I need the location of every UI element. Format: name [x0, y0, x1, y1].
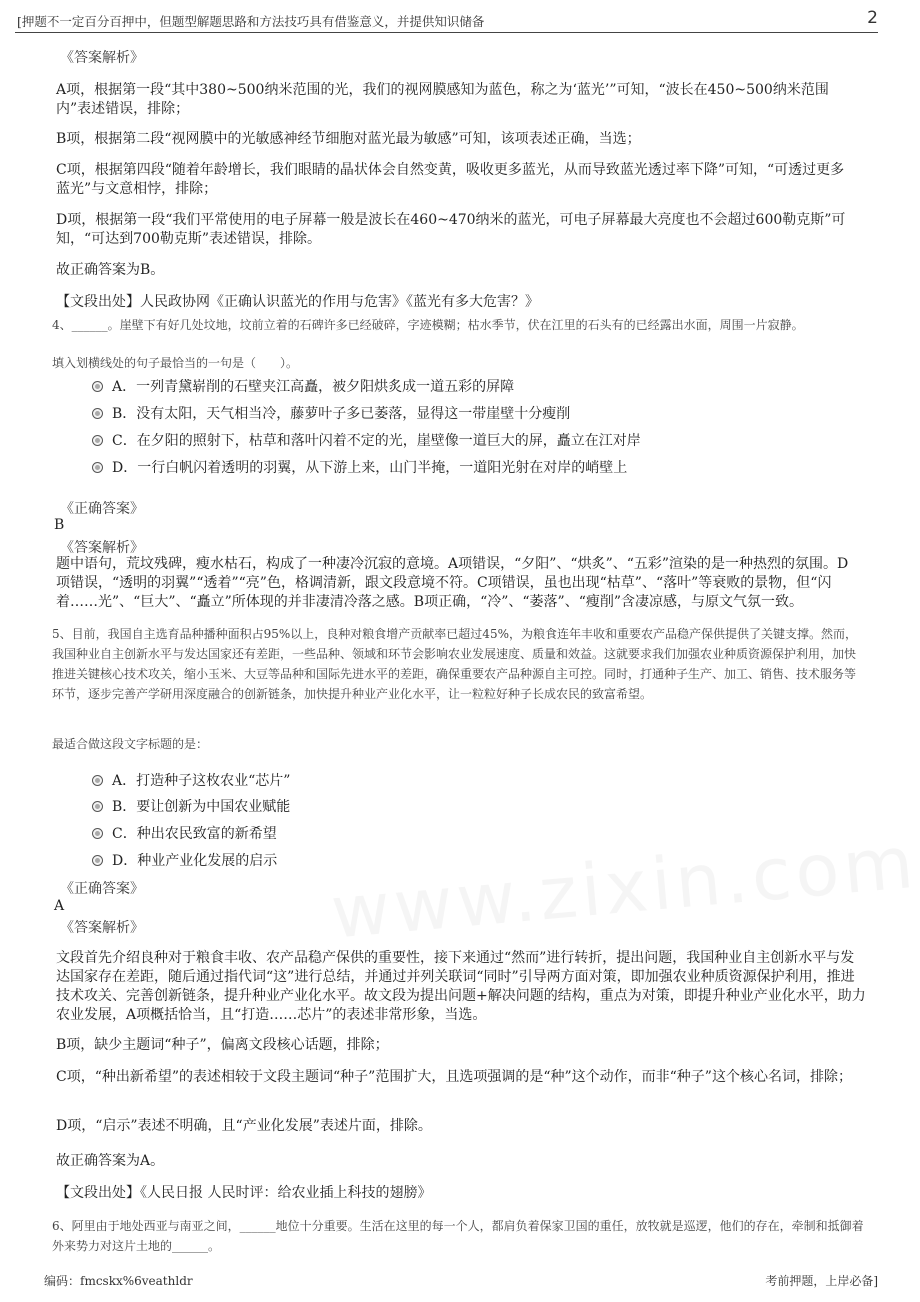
q5-analysis-label: 《答案解析》 [60, 920, 144, 936]
q5-analysis-main: 文段首先介绍良种对于粮食丰收、农产品稳产保供的重要性，接下来通过“然而”进行转折，提出问题，我国种业自主创新水平与发达国家存在差距，随后通过指代词“这”进行总结，并通过并列关联词“同时”引导两方面对策，即加强农业种质资源保护利用，推进技术攻关、完善创新链条，提升种业产业化水平。故文段为提出问题+解决问题的结构，重点为对策，即提升种业产业化水平，助力农业发展，A项概括恰当，且“打造……芯片”的表述非常形象，当选。 [56, 950, 866, 1023]
q4-option-b-text: 没有太阳，天气相当冷，藤萝叶子多已萎落，显得这一带崖壁十分瘦削 [136, 406, 571, 422]
q4-option-a-label: A． [112, 379, 137, 395]
radio-icon[interactable] [92, 775, 103, 786]
q4-option-d[interactable] [92, 457, 627, 477]
q5-option-b-label: B． [112, 799, 137, 815]
q3-analysis-label: 《答案解析》 [60, 50, 144, 66]
q5-answer: A [54, 898, 65, 914]
q4-option-d-label: D． [112, 460, 138, 476]
q4-analysis-label: 《答案解析》 [60, 540, 144, 556]
q5-option-b-text: 要让创新为中国农业赋能 [136, 799, 291, 815]
radio-icon[interactable] [92, 462, 103, 473]
q3-analysis-d: D项，根据第一段“我们平常使用的电子屏幕一般是波长在460~470纳米的蓝光，可电子屏幕最大亮度也不会超过600勒克斯”可知，“可达到700勒克斯”表述错误，排除。 [56, 212, 846, 247]
header-note: [押题不一定百分百押中，但题型解题思路和方法技巧具有借鉴意义，并提供知识储备 [17, 14, 485, 29]
q4-option-c-label: C． [112, 433, 137, 449]
page-number: 2 [867, 8, 878, 28]
q4-answer-label: 《正确答案》 [60, 501, 144, 517]
q4-stem: 4、______。崖壁下有好几处坟地，坟前立着的石碑许多已经破碎，字迹模糊；枯水季节，伏在江里的石头有的已经露出水面，周围一片寂静。 [52, 318, 804, 332]
footer-code: 编码：fmcskx%6veathldr [44, 1274, 193, 1288]
q5-option-a-text: 打造种子这枚农业“芯片” [136, 773, 291, 789]
q6-stem: 6、阿里由于地处西亚与南亚之间，______地位十分重要。生活在这里的每一个人，都肩负着保家卫国的重任，放牧就是巡逻，他们的存在，牵制和抵御着外来势力对这片土地的______。 [52, 1219, 864, 1253]
watermark [328, 809, 920, 954]
radio-icon[interactable] [92, 435, 103, 446]
q5-option-c-text: 种出农民致富的新希望 [136, 826, 277, 842]
q4-option-c[interactable] [92, 430, 641, 450]
q5-option-a[interactable] [92, 770, 290, 790]
q4-option-b-label: B． [112, 406, 137, 422]
radio-icon[interactable] [92, 855, 103, 866]
q5-option-a-label: A． [112, 773, 137, 789]
q5-conclusion: 故正确答案为A。 [56, 1153, 165, 1169]
q5-source: 【文段出处】《人民日报 人民时评：给农业插上科技的翅膀》 [56, 1185, 432, 1201]
q5-prompt: 最适合做这段文字标题的是： [52, 737, 209, 751]
header-rule [15, 32, 878, 33]
q5-option-d-label: D． [112, 853, 138, 869]
q3-analysis-c: C项，根据第四段“随着年龄增长，我们眼睛的晶状体会自然变黄，吸收更多蓝光，从而导致蓝光透过率下降”可知，“可透过更多蓝光”与文意相悖，排除； [56, 162, 845, 197]
q3-source: 【文段出处】人民政协网《正确认识蓝光的作用与危害》《蓝光有多大危害？》 [56, 294, 539, 310]
q5-option-b[interactable] [92, 796, 290, 816]
radio-icon[interactable] [92, 408, 103, 419]
q5-analysis-d: D项，“启示”表述不明确，且“产业化发展”表述片面，排除。 [56, 1118, 432, 1134]
q4-option-b[interactable] [92, 403, 570, 423]
q5-stem: 5、目前，我国自主选育品种播种面积占95%以上，良种对粮食增产贡献率已超过45%，为粮食连年丰收和重要农产品稳产保供提供了关键支撑。然而，我国种业自主创新水平与发达国家还有差距，一些品种、领域和环节会影响农业发展速度、质量和效益。这就要求我们加强农业种质资源保护利用，加快推进关键核心技术攻关，缩小玉米、大豆等品种和国际先进水平的差距，确保重要农产品种源自主可控。同时，打通种子生产、加工、销售、技术服务等环节，逐步完善产学研用深度融合的创新链条，加快提升种业产业化水平，让一粒粒好种子长成农民的致富希望。 [52, 627, 857, 701]
q4-option-a-text: 一列青黛崭削的石壁夹江高矗，被夕阳烘炙成一道五彩的屏障 [136, 379, 515, 395]
q5-analysis-c: C项，“种出新希望”的表述相较于文段主题词“种子”范围扩大，且选项强调的是“种”这个动作，而非“种子”这个核心名词，排除； [56, 1069, 852, 1085]
radio-icon[interactable] [92, 381, 103, 392]
q5-option-d-text: 种业产业化发展的启示 [137, 853, 278, 869]
q4-analysis: 题中语句，荒坟残碑，瘦水枯石，构成了一种凄冷沉寂的意境。A项错误，“夕阳”、“烘炙”、“五彩”渲染的是一种热烈的氛围。D项错误，“透明的羽翼”“透着”“亮”色，格调清新，跟文段意境不符。C项错误，虽也出现“枯草”、“落叶”等衰败的景物，但“闪着……光”、“巨大”、“矗立”所体现的并非凄清冷落之感。B项正确，“冷”、“萎落”、“瘦削”含凄凉感，与原文气氛一致。 [56, 556, 849, 610]
q5-option-c-label: C． [112, 826, 137, 842]
q5-option-c[interactable] [92, 823, 277, 843]
q4-option-d-text: 一行白帆闪着透明的羽翼，从下游上来，山门半掩，一道阳光射在对岸的峭壁上 [137, 460, 628, 476]
q4-prompt: 填入划横线处的句子最恰当的一句是（ ）。 [52, 356, 299, 370]
q4-option-c-text: 在夕阳的照射下，枯草和落叶闪着不定的光，崖壁像一道巨大的屏，矗立在江对岸 [136, 433, 641, 449]
q3-conclusion: 故正确答案为B。 [56, 262, 165, 278]
q4-answer: B [54, 517, 65, 533]
q5-analysis-b: B项，缺少主题词“种子”，偏离文段核心话题，排除； [56, 1037, 389, 1053]
footer-slogan: 考前押题，上岸必备] [765, 1274, 878, 1288]
q3-analysis-a: A项，根据第一段“其中380~500纳米范围的光，我们的视网膜感知为蓝色，称之为‘蓝光’”可知，“波长在450~500纳米范围内”表述错误，排除； [56, 82, 829, 117]
radio-icon[interactable] [92, 801, 103, 812]
q5-option-d[interactable] [92, 850, 277, 870]
q4-option-a[interactable] [92, 376, 514, 396]
q3-analysis-b: B项，根据第二段“视网膜中的光敏感神经节细胞对蓝光最为敏感”可知，该项表述正确，当选； [56, 131, 641, 147]
q5-answer-label: 《正确答案》 [60, 881, 144, 897]
radio-icon[interactable] [92, 828, 103, 839]
